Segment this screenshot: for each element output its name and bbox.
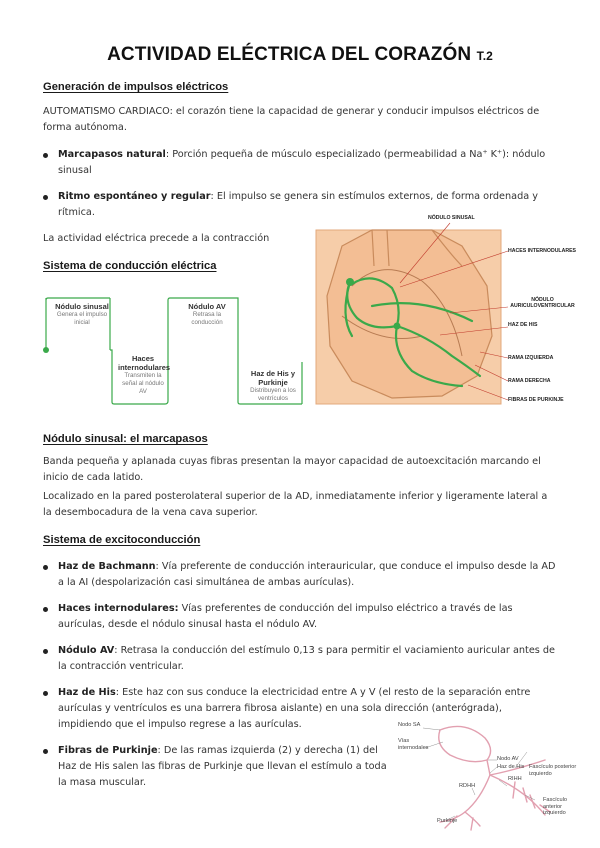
flow-node-internodulares: Haces internodulares Transmiten la señal al nódulo AV	[118, 354, 171, 395]
flow-node-av: Nódulo AV Retrasa la conducción	[188, 302, 226, 326]
bullet-icon	[43, 749, 48, 754]
label-rihh: RIHH	[508, 776, 522, 782]
list-item: Haz de His: Este haz con sus conduce la electricidad entre A y V (el resto de la separación entre aurículas y ventrículos es una barrera fibrosa aislante) en una sola dirección (anterógrada), impidiendo que el impulso regrese a las aurículas.	[58, 685, 548, 733]
intro-paragraph: AUTOMATISMO CARDIACO: el corazón tiene la capacidad de generar y conducir impulsos eléctricos de forma autónoma.	[43, 106, 540, 133]
label-nodulo-av: NÓDULO AURICULOVENTRICULAR	[510, 297, 575, 309]
heart-label-leaders	[300, 215, 515, 405]
label-haz-his: HAZ DE HIS	[508, 322, 538, 328]
heading-nodulo-sinusal: Nódulo sinusal: el marcapasos	[43, 433, 208, 445]
label-rama-derecha: RAMA DERECHA	[508, 378, 551, 384]
list-item: Haces internodulares: Vías preferentes de conducción del impulso eléctrico a través de las aurículas, desde el nódulo sinusal hasta el nódulo AV.	[58, 601, 558, 633]
list-item: Fibras de Purkinje: De las ramas izquierda (2) y derecha (1) del Haz de His salen las fibras de Purkinje que llevan el estímulo a toda la masa muscular.	[58, 743, 388, 791]
heading-conduccion: Sistema de conducción eléctrica	[43, 260, 217, 272]
label-haces-internodulares: HACES INTERNODULARES	[508, 248, 577, 254]
list-item: Ritmo espontáneo y regular: El impulso se genera sin estímulos externos, de forma ordenada y rítmica.	[58, 189, 563, 221]
sinusal-paragraph-1: Banda pequeña y aplanada cuyas fibras presentan la mayor capacidad de autoexcitación marcando el inicio de cada latido.	[43, 456, 541, 483]
bullet-icon	[43, 565, 48, 570]
bullet-icon	[43, 691, 48, 696]
label-purkinje: Purkinje	[437, 818, 458, 824]
list-item: Marcapasos natural: Porción pequeña de músculo especializado (permeabilidad a Na⁺ K⁺): nódulo sinusal	[58, 147, 563, 179]
list-item: Nódulo AV: Retrasa la conducción del estímulo 0,13 s para permitir el vaciamiento auricular antes de la contracción ventricular.	[58, 643, 558, 675]
title-tag: T.2	[476, 49, 493, 63]
flow-start-dot	[43, 347, 49, 353]
page-title: ACTIVIDAD ELÉCTRICA DEL CORAZÓN T.2	[107, 44, 493, 65]
label-nodo-av: Nodo AV	[497, 756, 519, 762]
bullet-icon	[43, 195, 48, 200]
heading-generacion: Generación de impulsos eléctricos	[43, 81, 229, 93]
label-nodulo-sinusal: NÓDULO SINUSAL	[428, 215, 475, 221]
label-fasciculo-posterior: Fascículo posterior izquierdo	[529, 764, 577, 777]
bullet-icon	[43, 153, 48, 158]
label-rama-izquierda: RAMA IZQUIERDA	[508, 355, 554, 361]
list-item: Haz de Bachmann: Vía preferente de conducción interauricular, que conduce el impulso desde la AD a la AI (despolarización casi simultánea de ambas aurículas).	[58, 559, 558, 591]
sinusal-paragraph-2: Localizado en la pared posterolateral superior de la AD, inmediatamente inferior y ligeramente lateral a la desembocadura de la vena cava superior.	[43, 491, 548, 518]
label-rdhh: RDHH	[459, 783, 476, 789]
heading-excitoconduccion: Sistema de excitoconducción	[43, 534, 201, 546]
label-haz-his: Haz de His	[497, 764, 525, 770]
bullet-icon	[43, 607, 48, 612]
flow-node-sinusal: Nódulo sinusal Genera el impulso inicial	[55, 302, 109, 326]
flow-node-his: Haz de His y Purkinje Distribuyen a los ventrículos	[250, 369, 296, 402]
label-fibras-purkinje: FIBRAS DE PURKINJE	[508, 397, 564, 403]
label-vias-internodales: Vías internodales	[398, 738, 429, 751]
label-nodo-sa: Nodo SA	[398, 722, 421, 728]
closing-text: La actividad eléctrica precede a la contracción	[43, 233, 270, 244]
bullet-icon	[43, 649, 48, 654]
label-fasciculo-anterior: Fascículo anterior izquierdo	[543, 797, 567, 816]
